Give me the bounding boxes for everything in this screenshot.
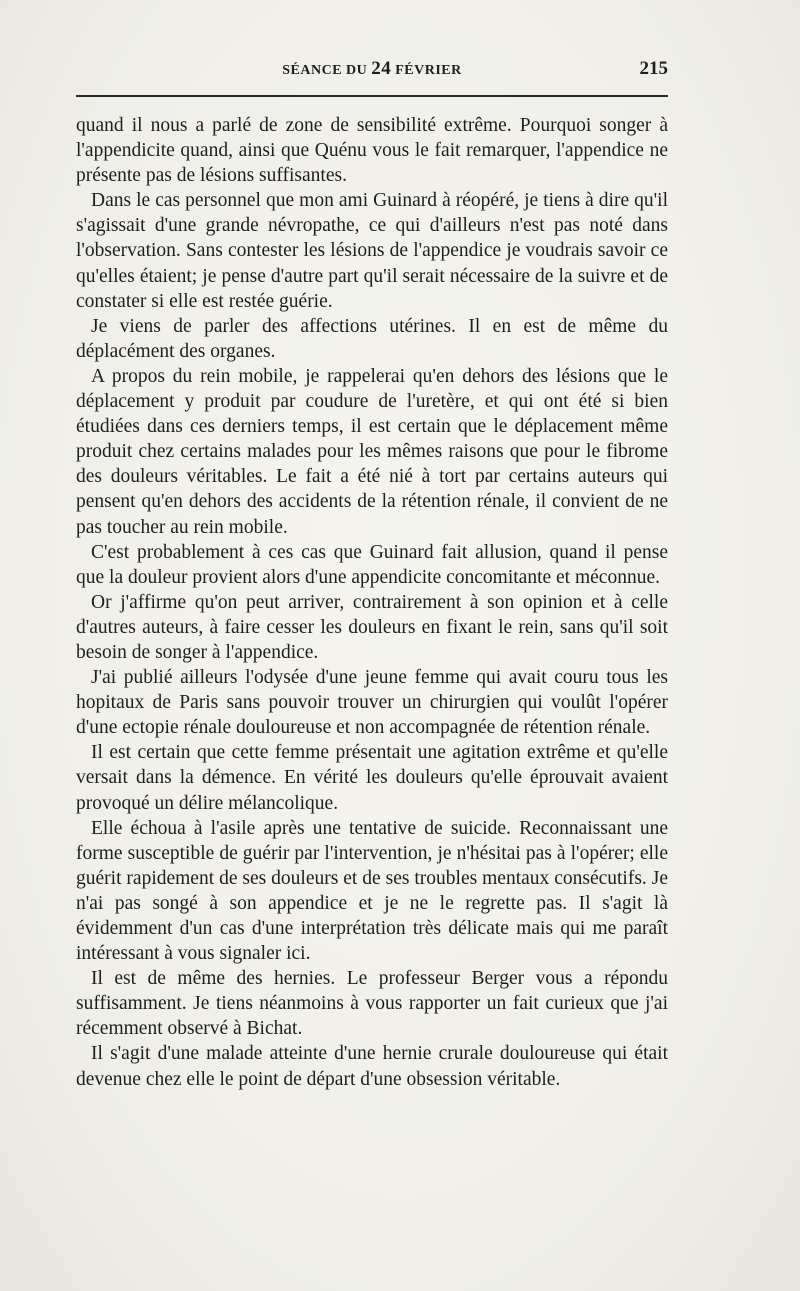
page-header	[76, 58, 668, 84]
running-head-suffix: FÉVRIER	[391, 63, 462, 78]
paragraph: Il est certain que cette femme présentait une agitation extrême et qu'elle versait dans la démence. En vérité les douleurs qu'elle éprouvait avaient provoqué un délire mélancolique.	[76, 742, 668, 814]
paragraph: C'est probablement à ces cas que Guinard fait allusion, quand il pense que la douleur provient alors d'une appendicite concomitante et méconnue.	[76, 541, 668, 588]
body-text	[76, 113, 668, 1092]
running-head	[76, 58, 668, 80]
paragraph: Je viens de parler des affections utérines. Il en est de même du déplacément des organes.	[76, 315, 668, 362]
page-number: 215	[639, 58, 668, 79]
paragraph: Il est de même des hernies. Le professeur Berger vous a répondu suffisamment. Je tiens néanmoins à vous rapporter un fait curieux que j'ai récemment observé à Bichat.	[76, 968, 668, 1040]
paragraph: Or j'affirme qu'on peut arriver, contrairement à son opinion et à celle d'autres auteurs, à faire cesser les douleurs en fixant le rein, sans qu'il soit besoin de songer à l'appendice.	[76, 591, 668, 663]
running-head-prefix: SÉANCE DU	[282, 63, 372, 78]
paragraph: J'ai publié ailleurs l'odysée d'une jeune femme qui avait couru tous les hopitaux de Paris sans pouvoir trouver un chirurgien qui voulût l'opérer d'une ectopie rénale douloureuse et non accompagnée de rétention rénale.	[76, 667, 668, 739]
paragraph: Dans le cas personnel que mon ami Guinard à réopéré, je tiens à dire qu'il s'agissait d'une grande névropathe, ce qui d'ailleurs n'est pas noté dans l'observation. Sans contester les lésions de l'appendice je voudrais savoir ce qu'elles étaient; je pense d'autre part qu'il serait nécessaire de la suivre et de constater si elle est restée guérie.	[76, 190, 668, 312]
paragraph: Il s'agit d'une malade atteinte d'une hernie crurale douloureuse qui était devenue chez elle le point de départ d'une obsession véritable.	[76, 1043, 668, 1090]
paragraph: quand il nous a parlé de zone de sensibilité extrême. Pourquoi songer à l'appendicite quand, ainsi que Quénu vous le fait remarquer, l'appendice ne présente pas de lésions suffisantes.	[76, 115, 668, 187]
header-rule	[76, 95, 668, 97]
paragraph: Elle échoua à l'asile après une tentative de suicide. Reconnaissant une forme susceptible de guérir par l'intervention, je n'hésitai pas à l'opérer; elle guérit rapidement de ses douleurs et de ses troubles mentaux consécutifs. Je n'ai pas songé à son appendice et je ne le regrette pas. Il s'agit là évidemment d'un cas d'une interprétation très délicate mais qui me paraît intéressant à vous signaler ici.	[76, 817, 668, 965]
paragraph: A propos du rein mobile, je rappelerai qu'en dehors des lésions que le déplacement y produit par coudure de l'uretère, et qui ont été si bien étudiées dans ces derniers temps, il est certain que le déplacement même produit chez certains malades pour les mêmes raisons que pour le fibrome des douleurs véritables. Le fait a été nié à tort par certains auteurs qui pensent qu'en dehors des accidents de la rétention rénale, il convient de ne pas toucher au rein mobile.	[76, 365, 668, 538]
running-head-day: 24	[371, 58, 392, 79]
